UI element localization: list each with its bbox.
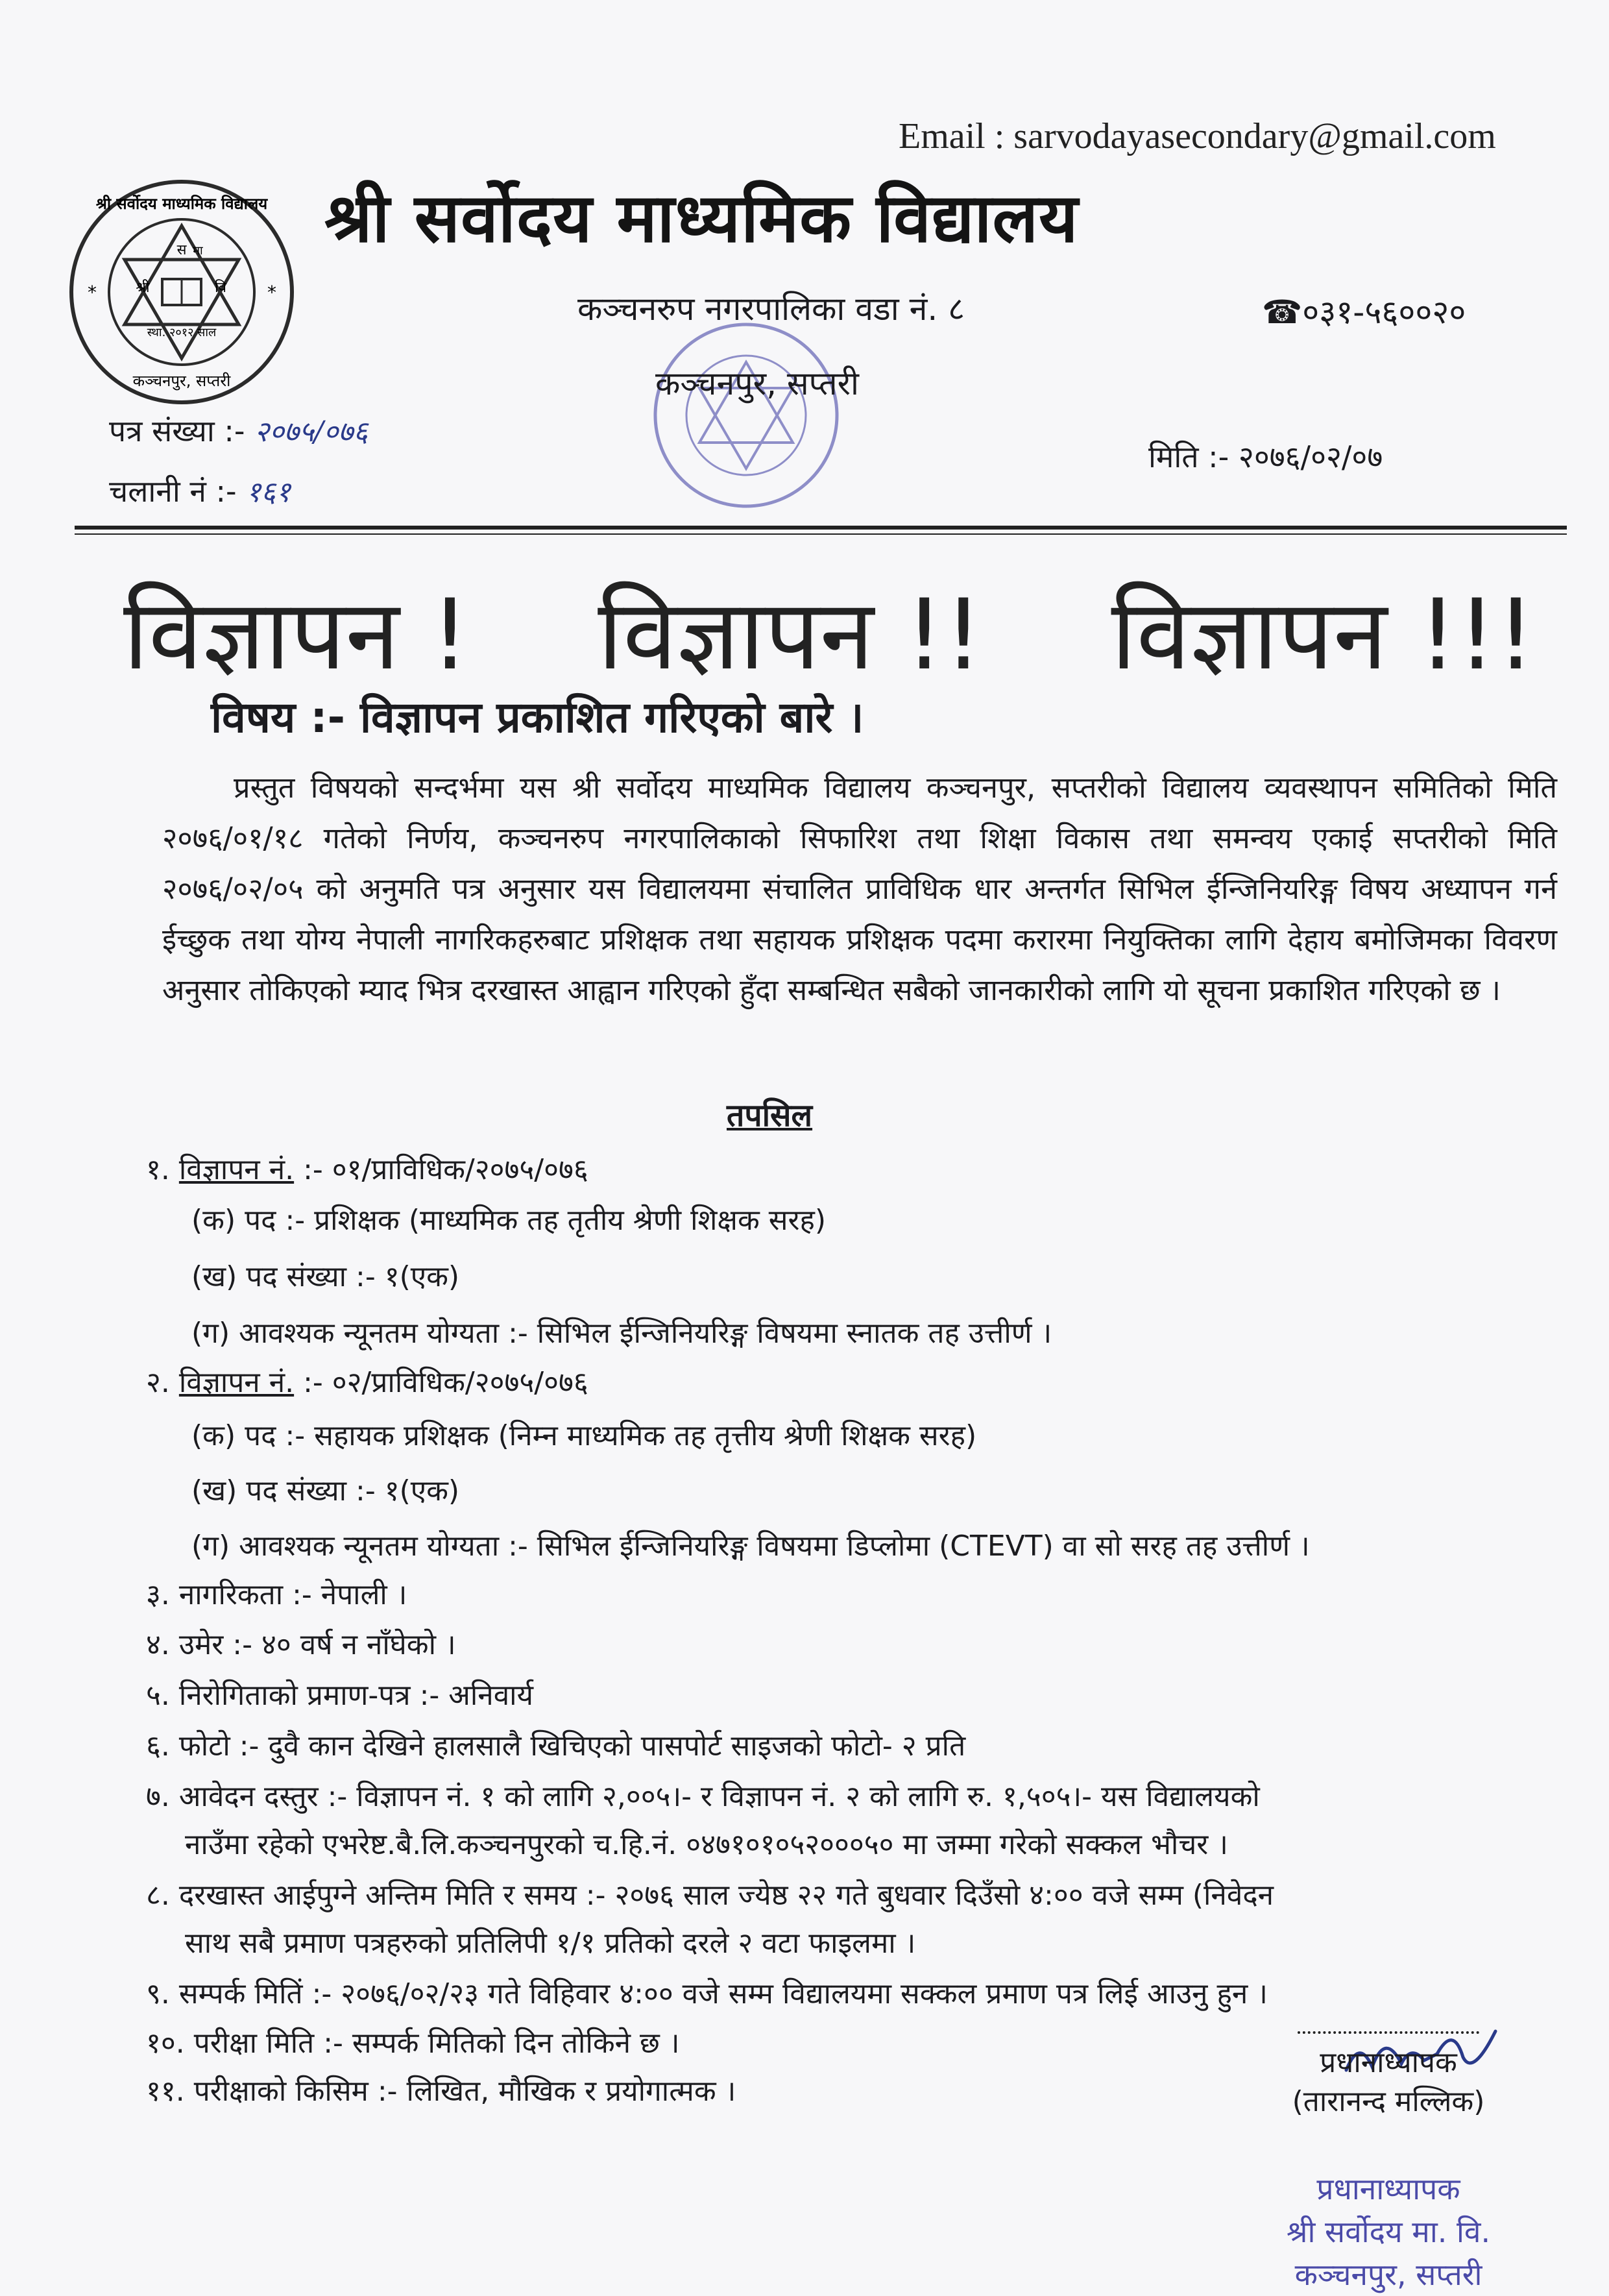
stamp-line-3: कञ्चनपुर, सप्तरी (1294, 2257, 1482, 2292)
school-address-line1: कञ्चनरुप नगरपालिका वडा नं. ८ (577, 290, 965, 328)
list-item-7-line1: ७. आवेदन दस्तुर :- विज्ञापन नं. १ को लागि २,००५।- र विज्ञापन नं. २ को लागि रु. १,५०५।- यस विद्यालयको (146, 1780, 1260, 1813)
stamp-line-2: श्री सर्वोदय मा. वि. (1286, 2214, 1491, 2249)
chalani-number (109, 470, 291, 511)
seal-ring-text: श्री सर्वोदय माध्यमिक विद्यालय (95, 195, 268, 213)
headline-word-2: विज्ञापन !! (598, 579, 983, 692)
list-item-1c: (ग) आवश्यक न्यूनतम योग्यता :- सिभिल ईन्जिनियरिङ्ग विषयमा स्नातक तह उत्तीर्ण । (191, 1317, 1052, 1350)
seal-left-char: श्री (136, 280, 150, 296)
list-item-2a: (क) पद :- सहायक प्रशिक्षक (निम्न माध्यमिक तह तृत्तीय श्रेणी शिक्षक सरह) (191, 1419, 977, 1452)
list-item-3: ३. नागरिकता :- नेपाली । (146, 1578, 407, 1611)
tapasil-heading: तपसिल (727, 1097, 813, 1134)
signatory-block (1233, 2031, 1544, 2119)
list-item-8-line1: ८. दरखास्त आईपुग्ने अन्तिम मिति र समय :- २०७६ साल ज्येष्ठ २२ गते बुधवार दिउँसो ४:०० वजे सम्म (निवेदन (146, 1879, 1274, 1912)
header-divider-thin (75, 533, 1567, 535)
list-item-2c: (ग) आवश्यक न्यूनतम योग्यता :- सिभिल ईन्जिनियरिङ्ग विषयमा डिप्लोमा (CTEVT) वा सो सरह तह उत्तीर्ण । (191, 1530, 1310, 1563)
date-label: मिति :- (1148, 439, 1229, 474)
list-item-10: १०. परीक्षा मिति :- सम्पर्क मितिको दिन तोकिने छ । (146, 2027, 680, 2060)
signatory-name: (तारानन्द मल्लिक) (1292, 2085, 1485, 2118)
signatory-title: प्रधानाध्यापक (1320, 2046, 1457, 2079)
patra-value: २०७५/०७६ (254, 415, 369, 448)
list-item-1: १. विज्ञापन नं. :- ०१/प्राविधिक/२०७५/०७६ (146, 1153, 588, 1186)
office-stamp-text (1220, 2168, 1557, 2296)
patra-sankhya (109, 410, 368, 450)
headline-word-3: विज्ञापन !!! (1111, 579, 1536, 692)
seal-estd: स्था. २०१२ साल (147, 326, 217, 339)
chalani-value: १६१ (246, 476, 291, 509)
school-seal (65, 175, 298, 411)
body-paragraph: प्रस्तुत विषयको सन्दर्भमा यस श्री सर्वोदय माध्यमिक विद्यालय कञ्चनपुर, सप्तरीको विद्यालय व्यवस्थापन समितिको मिति २०७६/०१/१८ गतेको निर्णय, कञ्चनरुप नगरपालिकाको सिफारिश तथा शिक्षा विकास तथा समन्वय एकाई सप्तरीको मिति २०७६/०२/०५ को अनुमति पत्र अनुसार यस विद्यालयमा संचालित प्राविधिक धार अन्तर्गत सिभिल ईन्जिनियरिङ्ग विषय अध्यापन गर्न ईच्छुक तथा योग्य नेपाली नागरिकहरुबाट प्रशिक्षक तथा सहायक प्रशिक्षक पदमा करारमा नियुक्तिका लागि देहाय बमोजिमका विवरण अनुसार तोकिएको म्याद भित्र दरखास्त आह्वान गरिएको हुँदा सम्बन्धित सबैको जानकारीको लागि यो सूचना प्रकाशित गरिएको छ । (162, 770, 1557, 1007)
list-item-4: ४. उमेर :- ४० वर्ष न नाँघेको । (146, 1628, 456, 1661)
letter-date (1148, 436, 1383, 476)
headline-word-1: विज्ञापन ! (123, 579, 470, 692)
chalani-label: चलानी नं :- (109, 474, 237, 509)
list-item-1a: (क) पद :- प्रशिक्षक (माध्यमिक तह तृतीय श्रेणी शिक्षक सरह) (191, 1204, 826, 1237)
list-item-6: ६. फोटो :- दुवै कान देखिने हालसालै खिचिएको पासपोर्ट साइजको फोटो- २ प्रति (146, 1729, 966, 1763)
svg-text:*: * (88, 282, 97, 303)
list-item-8-line2: साथ सबै प्रमाण पत्रहरुको प्रतिलिपी १/१ प्रतिको दरले २ वटा फाइलमा । (185, 1927, 916, 1960)
signature-dotted-line (1298, 2031, 1479, 2034)
list-item-11: ११. परीक्षाको किसिम :- लिखित, मौखिक र प्रयोगात्मक । (146, 2075, 736, 2108)
list-item-2: २. विज्ञापन नं. :- ०२/प्राविधिक/२०७५/०७६ (146, 1366, 588, 1399)
school-email: Email : sarvodayasecondary@gmail.com (899, 116, 1496, 156)
seal-ma-char: मा (193, 244, 203, 258)
office-stamp-faint (649, 318, 843, 515)
subject-line: विषय :- विज्ञापन प्रकाशित गरिएको बारे । (211, 692, 864, 742)
school-address-line2: कञ्चनपुर, सप्तरी (655, 365, 859, 402)
headline (123, 565, 1535, 697)
seal-top-char: स (176, 242, 187, 258)
school-phone: ☎०३१-५६००२० (1262, 293, 1466, 331)
list-item-5: ५. निरोगिताको प्रमाण-पत्र :- अनिवार्य (146, 1679, 534, 1712)
patra-label: पत्र संख्या :- (109, 413, 245, 448)
school-name: श्री सर्वोदय माध्यमिक विद्यालय (324, 178, 1079, 258)
date-value: २०७६/०२/०७ (1238, 439, 1383, 474)
list-item-1b: (ख) पद संख्या :- १(एक) (191, 1260, 460, 1293)
stamp-line-1: प्रधानाध्यापक (1316, 2171, 1460, 2206)
seal-place: कञ्चनपुर, सप्तरी (132, 372, 231, 390)
list-item-9: ९. सम्पर्क मितिं :- २०७६/०२/२३ गते विहिवार ४:०० वजे सम्म विद्यालयमा सक्कल प्रमाण पत्र लिई आउनु हुन । (146, 1977, 1268, 2010)
list-item-2b: (ख) पद संख्या :- १(एक) (191, 1474, 460, 1508)
header-divider (75, 526, 1567, 530)
seal-right-char: वि (215, 280, 226, 296)
list-item-7-line2: नाउँमा रहेको एभरेष्ट.बै.लि.कञ्चनपुरको च.हि.नं. ०४७१०१०५२०००५० मा जम्मा गरेको सक्कल भौचर । (185, 1828, 1228, 1861)
svg-text:*: * (267, 282, 276, 303)
